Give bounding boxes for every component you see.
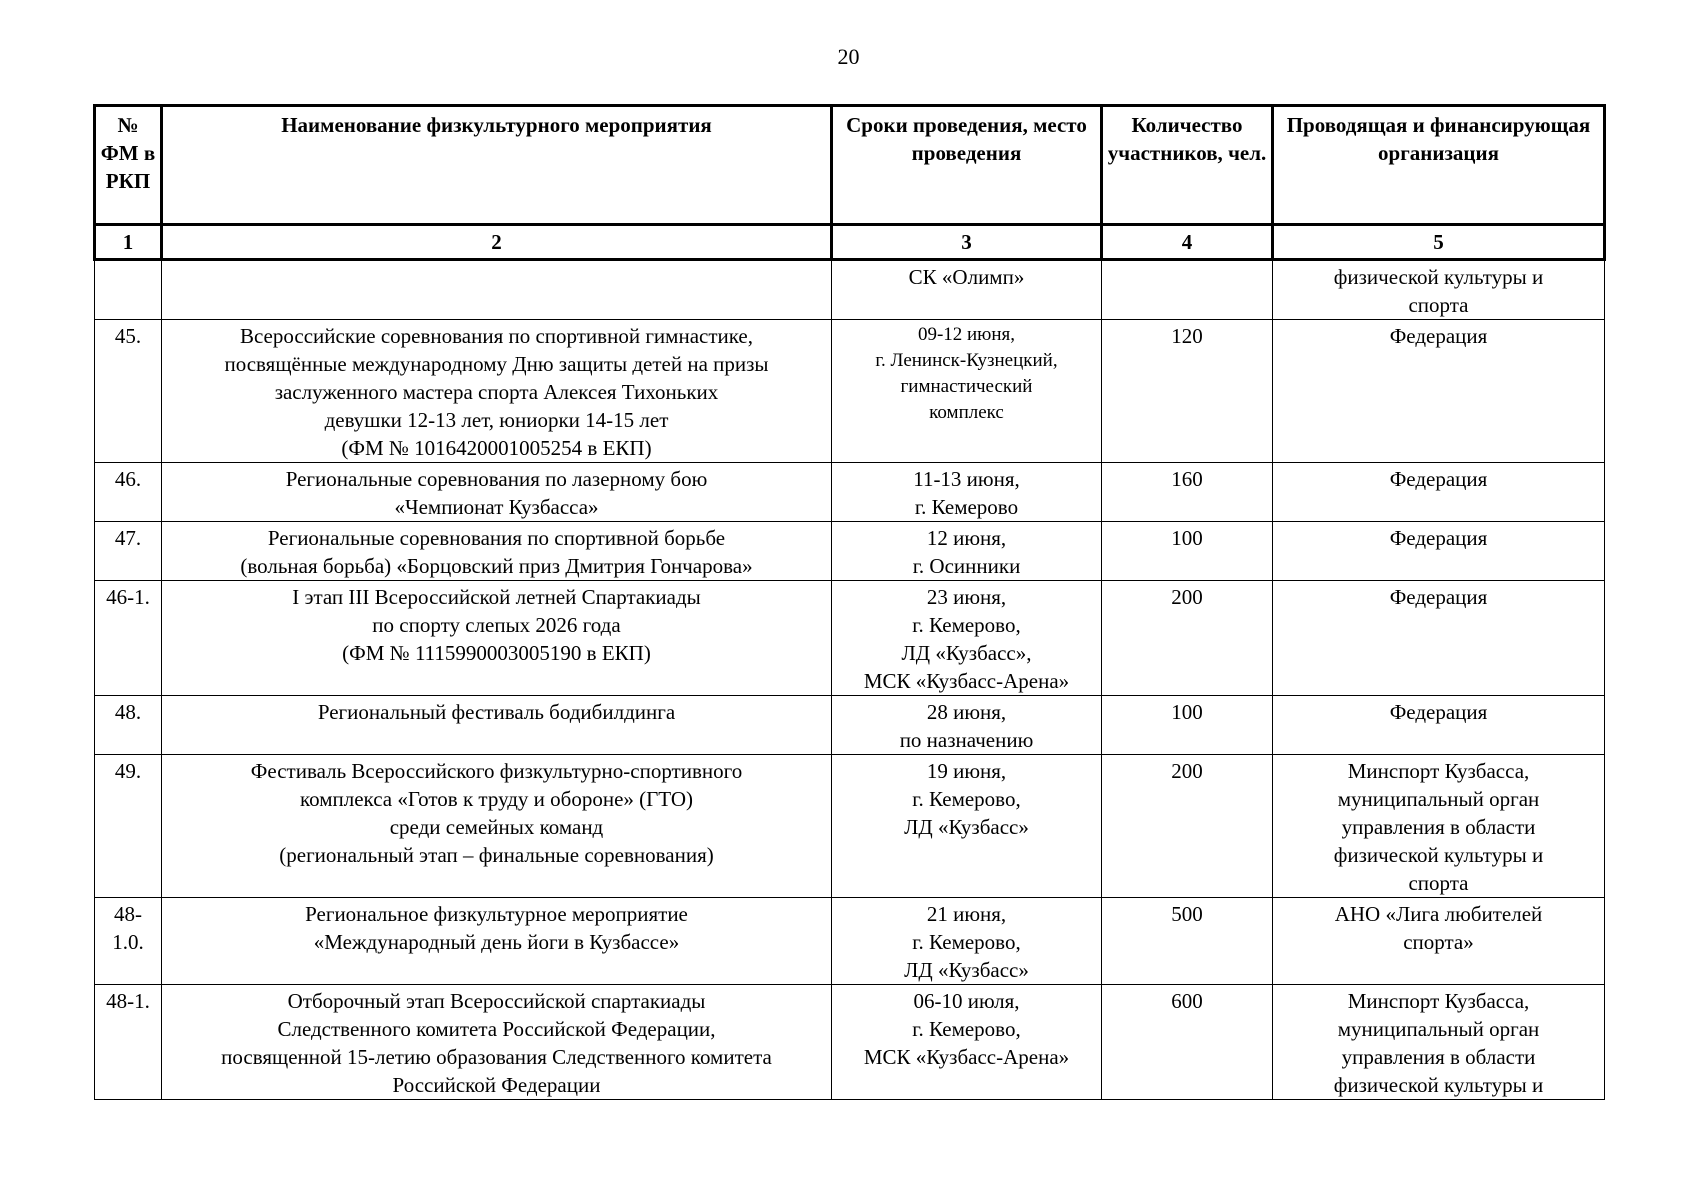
cell-line: спорта» [1403,930,1474,954]
header-col-number: № ФМ в РКП [95,106,162,225]
cell-line: физической культуры и [1333,843,1544,867]
cell-number: 46. [95,463,162,522]
cell-line: физической культуры и [1333,265,1544,289]
cell-number [95,260,162,320]
cell-line: I этап III Всероссийской летней Спартакиады [292,585,701,609]
cell-line: г. Ленинск-Кузнецкий, [875,350,1058,371]
cell-line: 11-13 июня, [913,467,1020,491]
cell-line: Российской Федерации [392,1073,601,1097]
cell-organization [1273,696,1605,755]
cell-line: Федерация [1389,467,1488,491]
cell-line: посвящённые международному Дню защиты детей на призы [224,352,769,376]
cell-line: 48- [114,902,142,926]
cell-number: 45. [95,320,162,463]
cell-event-name [162,985,832,1100]
cell-line: спорта [1408,871,1469,895]
cell-line: среди семейных команд [389,815,604,839]
cell-line: Региональный фестиваль бодибилдинга [317,700,676,724]
cell-line: спорта [1408,293,1469,317]
cell-line: по назначению [899,728,1034,752]
cell-line: 06-10 июля, [913,989,1020,1013]
cell-line: 12 июня, [926,526,1007,550]
cell-line: г. Осинники [912,554,1021,578]
cell-line: муниципальный орган [1337,787,1540,811]
cell-organization [1273,320,1605,463]
cell-event-name [162,898,832,985]
cell-line: г. Кемерово [914,495,1019,519]
cell-line: Региональные соревнования по спортивной борьбе [267,526,726,550]
table-row [95,755,1605,898]
column-numbers-row [95,225,1605,260]
table-row [95,463,1605,522]
cell-participants: 600 [1102,985,1273,1100]
cell-participants: 500 [1102,898,1273,985]
cell-line: (ФМ № 1115990003005190 в ЕКП) [342,641,651,665]
cell-line: (региональный этап – финальные соревнования) [279,843,714,867]
cell-organization [1273,985,1605,1100]
table-row [95,320,1605,463]
header-col-name: Наименование физкультурного мероприятия [162,106,832,225]
cell-line: (ФМ № 1016420001005254 в ЕКП) [341,436,652,460]
cell-number: 46-1. [95,581,162,696]
cell-line: посвященной 15-летию образования Следственного комитета [221,1045,772,1069]
cell-event-name [162,320,832,463]
cell-line: управления в области [1341,815,1536,839]
cell-dates-place [832,581,1102,696]
cell-line: г. Кемерово, [912,1017,1021,1041]
cell-line: Следственного комитета Российской Федерации, [277,1017,716,1041]
cell-line: 23 июня, [926,585,1007,609]
cell-number: 48-1. [95,985,162,1100]
header-col-org: Проводящая и финансирующая организация [1273,106,1605,225]
cell-line: г. Кемерово, [912,930,1021,954]
column-number: 4 [1102,225,1273,260]
events-table [93,104,1606,1100]
cell-line: 1.0. [112,930,144,954]
cell-event-name [162,755,832,898]
cell-event-name [162,260,832,320]
cell-line: г. Кемерово, [912,787,1021,811]
cell-participants: 100 [1102,522,1273,581]
header-row [95,106,1605,225]
table-row [95,985,1605,1100]
cell-line: МСК «Кузбасс-Арена» [863,669,1070,693]
cell-line: «Международный день йоги в Кузбассе» [313,930,680,954]
cell-line: Региональные соревнования по лазерному бою [285,467,708,491]
table-row [95,898,1605,985]
column-number: 3 [832,225,1102,260]
cell-line: ЛД «Кузбасс» [904,815,1029,839]
cell-number: 49. [95,755,162,898]
header-col-dates: Сроки проведения, место проведения [832,106,1102,225]
cell-line: комплекс [929,402,1004,423]
cell-participants: 120 [1102,320,1273,463]
cell-line: заслуженного мастера спорта Алексея Тихоньких [274,380,719,404]
cell-line: Региональное физкультурное мероприятие [305,902,688,926]
cell-organization [1273,463,1605,522]
cell-line: Федерация [1389,324,1488,348]
cell-dates-place [832,696,1102,755]
column-number: 5 [1273,225,1605,260]
cell-line: Всероссийские соревнования по спортивной гимнастике, [239,324,754,348]
table-row [95,581,1605,696]
cell-participants [1102,260,1273,320]
cell-dates-place [832,898,1102,985]
cell-line: муниципальный орган [1337,1017,1540,1041]
cell-line: 28 июня, [926,700,1007,724]
cell-line: 09-12 июня, [917,324,1016,345]
cell-line: Минспорт Кузбасса, [1347,989,1530,1013]
cell-participants: 100 [1102,696,1273,755]
cell-event-name [162,463,832,522]
cell-line: 19 июня, [926,759,1007,783]
cell-line: Федерация [1389,526,1488,550]
cell-line: МСК «Кузбасс-Арена» [863,1045,1070,1069]
cell-number [95,898,162,985]
cell-number: 48. [95,696,162,755]
cell-line: по спорту слепых 2026 года [372,613,621,637]
cell-line: (вольная борьба) «Борцовский приз Дмитрия Гончарова» [240,554,753,578]
cell-line: комплекса «Готов к труду и обороне» (ГТО) [299,787,694,811]
cell-line: Минспорт Кузбасса, [1347,759,1530,783]
cell-participants: 200 [1102,581,1273,696]
cell-line: Федерация [1389,585,1488,609]
cell-line: девушки 12-13 лет, юниорки 14-15 лет [324,408,669,432]
cell-line: г. Кемерово, [912,613,1021,637]
cell-organization [1273,260,1605,320]
cell-event-name [162,581,832,696]
cell-line: управления в области [1341,1045,1536,1069]
table-row [95,696,1605,755]
cell-dates-place [832,985,1102,1100]
cell-organization [1273,898,1605,985]
cell-event-name [162,522,832,581]
cell-organization [1273,522,1605,581]
cell-dates-place [832,463,1102,522]
cell-participants: 200 [1102,755,1273,898]
cell-line: Фестиваль Всероссийского физкультурно-спортивного [250,759,743,783]
table-row [95,260,1605,320]
cell-dates-place [832,260,1102,320]
cell-participants: 160 [1102,463,1273,522]
cell-line: физической культуры и [1333,1073,1544,1097]
cell-line: АНО «Лига любителей [1334,902,1543,926]
cell-organization [1273,755,1605,898]
column-number: 1 [95,225,162,260]
cell-line: 21 июня, [926,902,1007,926]
table-row [95,522,1605,581]
page-number: 20 [837,44,860,69]
header-col-count: Количество участников, чел. [1102,106,1273,225]
cell-dates-place [832,320,1102,463]
cell-line: ЛД «Кузбасс» [904,958,1029,982]
cell-dates-place [832,755,1102,898]
cell-line: СК «Олимп» [908,265,1025,289]
cell-line: Федерация [1389,700,1488,724]
cell-event-name [162,696,832,755]
cell-line: ЛД «Кузбасс», [901,641,1032,665]
cell-organization [1273,581,1605,696]
cell-line: «Чемпионат Кузбасса» [394,495,599,519]
column-number: 2 [162,225,832,260]
cell-line: гимнастический [900,376,1033,397]
cell-dates-place [832,522,1102,581]
cell-number: 47. [95,522,162,581]
cell-line: Отборочный этап Всероссийской спартакиады [287,989,706,1013]
